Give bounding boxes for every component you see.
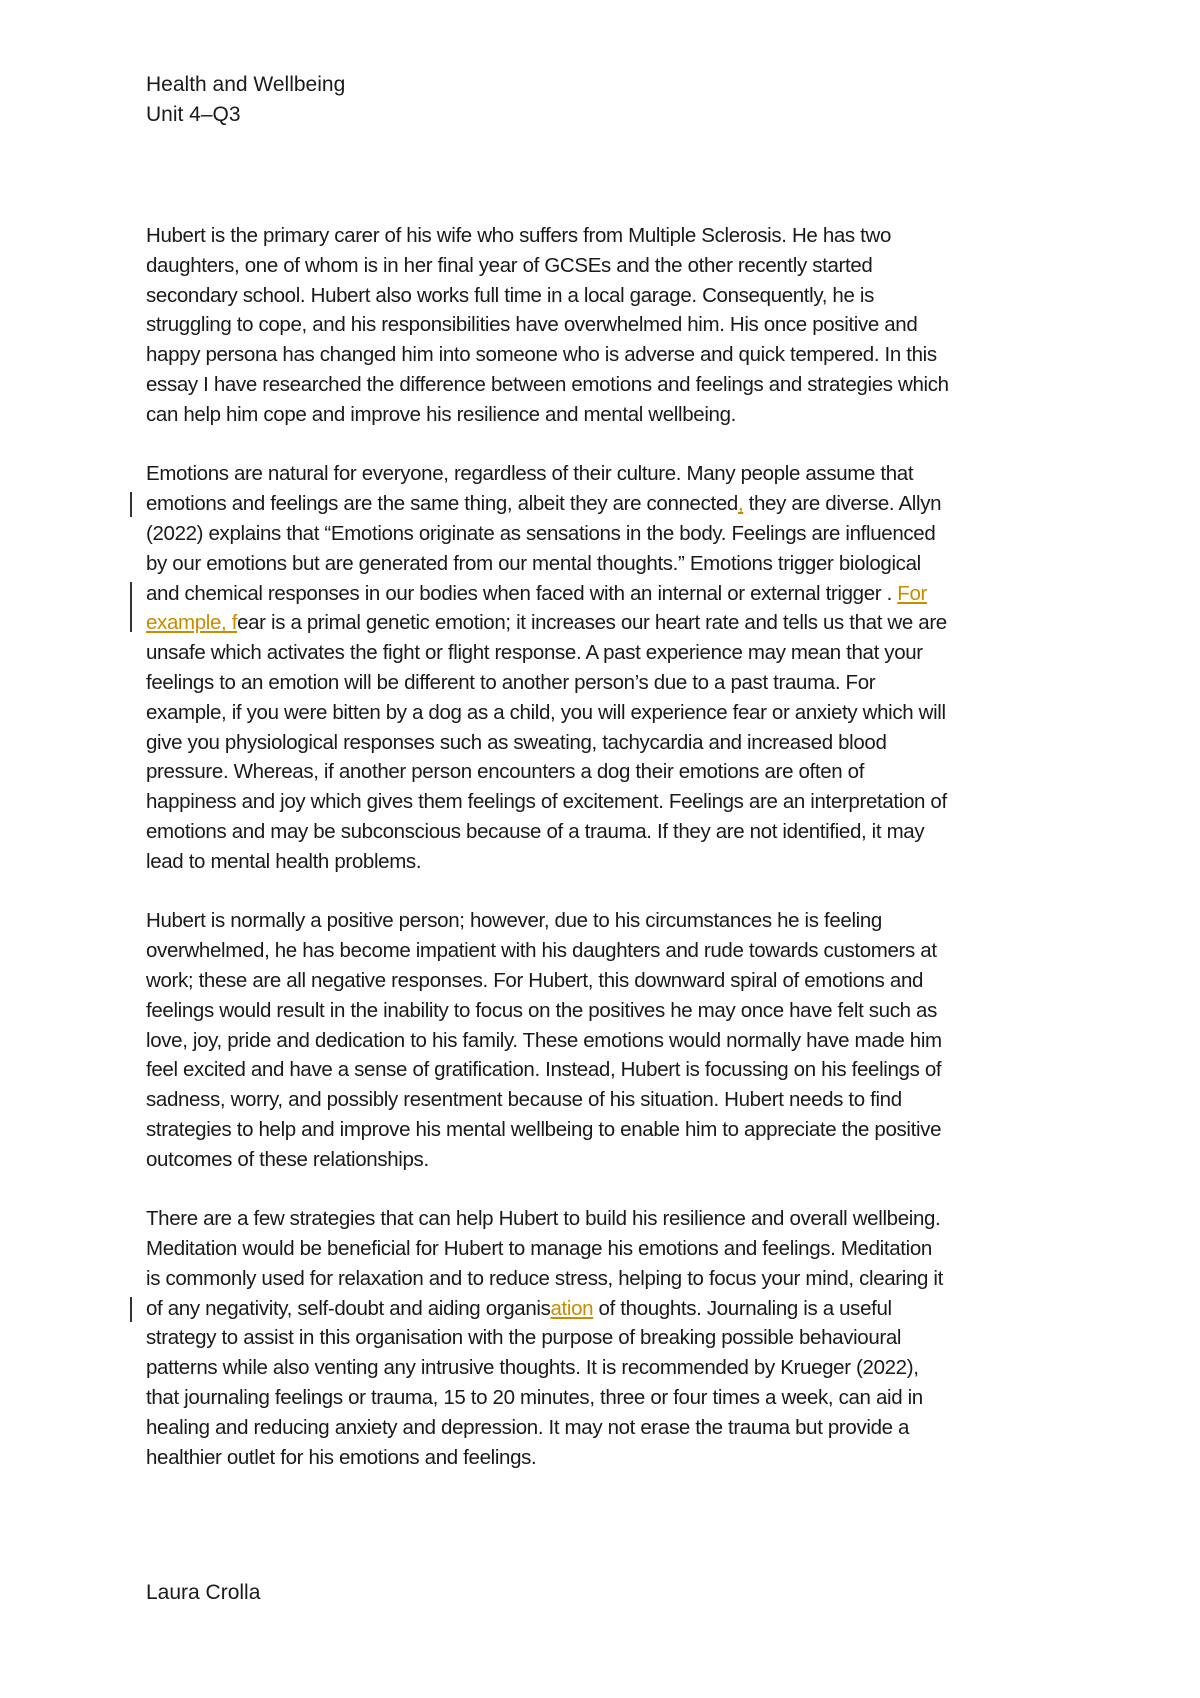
text-line: healing and reducing anxiety and depression. It may not erase the trauma but provide a xyxy=(146,1415,910,1439)
text-line-with-tracked-change xyxy=(146,489,1061,519)
text-line: love, joy, pride and dedication to his family. These emotions would normally have made him xyxy=(146,1028,942,1052)
text-line: struggling to cope, and his responsibilities have overwhelmed him. His once positive and xyxy=(146,313,918,337)
text-segment: of thoughts. Journaling is a useful xyxy=(593,1296,892,1320)
text-segment: ear is a primal genetic emotion; it increases our heart rate and tells us that we are xyxy=(237,611,947,635)
text-line: overwhelmed, he has become impatient with his daughters and rude towards customers at xyxy=(146,939,937,963)
text-line: feel excited and have a sense of gratification. Instead, Hubert is focussing on his feelings of xyxy=(146,1058,942,1082)
text-line: outcomes of these relationships. xyxy=(146,1147,429,1171)
text-line: Meditation would be beneficial for Hubert to manage his emotions and feelings. Meditation xyxy=(146,1237,932,1261)
text-segment: and chemical responses in our bodies when faced with an internal or external trigger . xyxy=(146,581,898,605)
change-bar-marker xyxy=(130,582,132,632)
text-line: example, if you were bitten by a dog as a child, you will experience fear or anxiety which will xyxy=(146,700,946,724)
text-segment: of any negativity, self-doubt and aiding organis xyxy=(146,1296,551,1320)
text-line: daughters, one of whom is in her final year of GCSEs and the other recently started xyxy=(146,253,873,277)
text-line: lead to mental health problems. xyxy=(146,849,422,873)
paragraph-emotions-feelings xyxy=(146,459,1061,876)
text-line: give you physiological responses such as sweating, tachycardia and increased blood xyxy=(146,730,887,754)
text-line: unsafe which activates the fight or flight response. A past experience may mean that your xyxy=(146,641,923,665)
text-line: (2022) explains that “Emotions originate as sensations in the body. Feelings are influenced xyxy=(146,521,936,545)
text-segment: they are diverse. Allyn xyxy=(743,492,942,516)
text-line: secondary school. Hubert also works full time in a local garage. Consequently, he is xyxy=(146,283,874,307)
text-line: Hubert is normally a positive person; however, due to his circumstances he is feeling xyxy=(146,909,882,933)
text-line: sadness, worry, and possibly resentment because of his situation. Hubert needs to find xyxy=(146,1088,902,1112)
change-bar-marker xyxy=(130,492,132,517)
text-line: that journaling feelings or trauma, 15 to 20 minutes, three or four times a week, can aid in xyxy=(146,1386,923,1410)
text-segment: emotions and feelings are the same thing, albeit they are connected xyxy=(146,492,738,516)
text-line: happy persona has changed him into someone who is adverse and quick tempered. In this xyxy=(146,343,937,367)
text-line: essay I have researched the difference between emotions and feelings and strategies which xyxy=(146,372,949,396)
text-line-with-tracked-change xyxy=(146,608,1061,638)
text-line: by our emotions but are generated from our mental thoughts.” Emotions trigger biological xyxy=(146,551,921,575)
change-bar-marker xyxy=(130,1297,132,1322)
subject-title: Health and Wellbeing xyxy=(146,73,346,96)
unit-label: Unit 4–Q3 xyxy=(146,103,241,126)
text-line: happiness and joy which gives them feelings of excitement. Feelings are an interpretation of xyxy=(146,790,947,814)
text-line: strategies to help and improve his mental wellbeing to enable him to appreciate the positive xyxy=(146,1117,942,1141)
text-line: healthier outlet for his emotions and feelings. xyxy=(146,1445,537,1469)
text-line: feelings would result in the inability to focus on the positives he may once have felt such as xyxy=(146,998,937,1022)
tracked-insertion[interactable]: example, f xyxy=(146,611,238,635)
text-line: is commonly used for relaxation and to reduce stress, helping to focus your mind, clearing it xyxy=(146,1266,943,1290)
tracked-insertion[interactable]: For xyxy=(897,581,927,605)
text-line: can help him cope and improve his resilience and mental wellbeing. xyxy=(146,402,736,426)
paragraph-hubert-situation xyxy=(146,906,1061,1174)
paragraph-strategies xyxy=(146,1204,1061,1472)
text-line-with-tracked-change xyxy=(146,579,1061,609)
text-line: feelings to an emotion will be different to another person’s due to a past trauma. For xyxy=(146,670,876,694)
text-line: pressure. Whereas, if another person encounters a dog their emotions are often of xyxy=(146,760,865,784)
text-line: work; these are all negative responses. For Hubert, this downward spiral of emotions and xyxy=(146,968,924,992)
text-line: patterns while also venting any intrusive thoughts. It is recommended by Krueger (2022), xyxy=(146,1356,919,1380)
text-line: There are a few strategies that can help Hubert to build his resilience and overall wellbeing. xyxy=(146,1207,941,1231)
text-line: emotions and may be subconscious because of a trauma. If they are not identified, it may xyxy=(146,819,925,843)
tracked-insertion[interactable]: , xyxy=(737,492,744,516)
author-name: Laura Crolla xyxy=(146,1581,261,1604)
text-line-with-tracked-change xyxy=(146,1294,1061,1324)
text-line: Hubert is the primary carer of his wife who suffers from Multiple Sclerosis. He has two xyxy=(146,224,892,247)
document-header xyxy=(146,70,345,130)
essay-body xyxy=(146,221,1061,1502)
tracked-insertion[interactable]: ation xyxy=(550,1296,594,1320)
paragraph-intro xyxy=(146,221,1061,430)
text-line: strategy to assist in this organisation with the purpose of breaking possible behavioural xyxy=(146,1326,902,1350)
text-line: Emotions are natural for everyone, regardless of their culture. Many people assume that xyxy=(146,462,914,486)
